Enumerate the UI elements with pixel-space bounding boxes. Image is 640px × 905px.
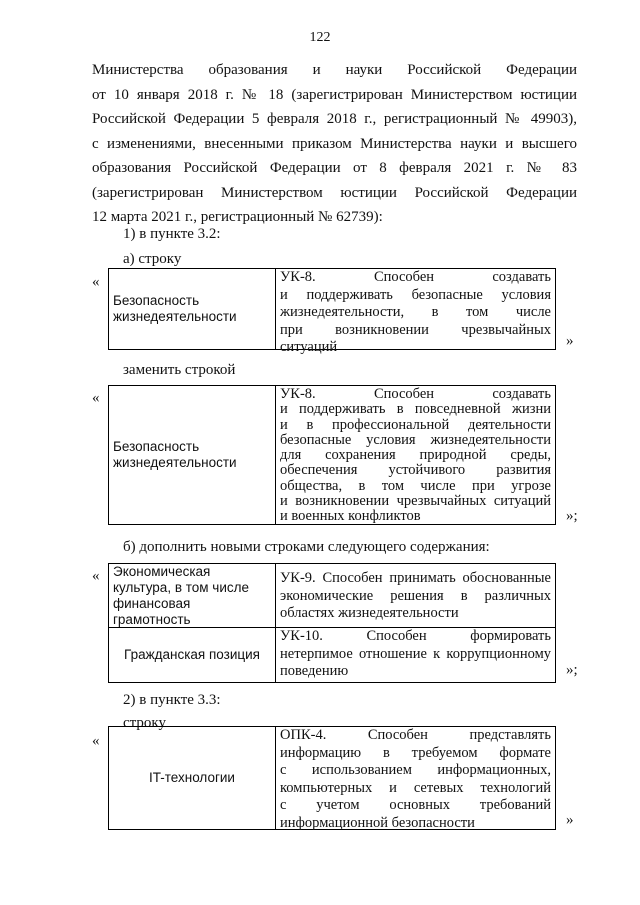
cell-line: и военных конфликтов [280,508,421,525]
cell-line: культура, в том числе [113,579,250,595]
close-quote: »; [566,508,578,524]
table-cell-competence [276,564,555,627]
cell-line: экономические решения в различных [280,587,551,604]
cell-line: для сохранения природной среды, [280,447,551,464]
cell-line: и поддерживать безопасные условия [280,286,551,303]
cell-line: при возникновении чрезвычайных [280,321,551,338]
table-row [109,627,555,682]
cell-line: грамотность [113,611,191,627]
cell-line: ситуаций [280,339,338,355]
cell-line: Безопасность [113,293,200,308]
cell-line: и поддерживать в повседневной жизни [280,401,551,418]
close-quote: » [566,333,574,349]
table-cell-competence [276,269,555,355]
close-quote: »; [566,662,578,678]
table-cell-competence [276,386,555,524]
cell-line: с использованием информационных, [280,762,551,778]
cell-line: поведению [280,663,349,679]
cell-line: финансовая [113,595,191,611]
cell-line: УК-9. Способен принимать обоснованные [280,570,551,586]
close-quote: » [566,812,574,828]
cell-line: УК-8. Способен создавать [280,269,551,285]
cell-line: обеспечения устойчивого развития [280,462,551,479]
table-old-uk8 [108,268,556,355]
cell-line: Экономическая [113,563,211,579]
open-quote: « [92,568,100,584]
intro-line: от 10 января 2018 г. № 18 (зарегистрирован Министерством юстиции [92,86,577,103]
item-1b-heading: б) дополнить новыми строками следующего содержания: [123,539,490,555]
intro-line: 12 марта 2021 г., регистрационный № 62739): [92,209,383,225]
table-cell-discipline [109,628,276,682]
cell-line: общества, в том числе при угрозе [280,477,551,494]
table-old-opk4 [108,726,556,830]
cell-line: жизнедеятельности [113,309,237,324]
cell-line: информационной безопасности [280,814,475,831]
cell-line: с учетом основных требований [280,797,551,813]
cell-line: и возникновении чрезвычайных ситуаций [280,493,551,510]
cell-line: нетерпимое отношение к коррупционному [280,645,551,662]
open-quote: « [92,274,100,290]
intro-line: (зарегистрирован Министерством юстиции Российской Федерации [92,184,577,201]
item-1a-heading: а) строку [123,251,182,267]
cell-line: ОПК-4. Способен представлять [280,727,551,743]
table-new-rows [108,563,556,683]
cell-line: Безопасность [113,439,200,454]
table-cell-competence [276,727,555,829]
table-cell-discipline [109,564,276,627]
table-cell-discipline [109,269,276,349]
intro-paragraph [92,58,577,230]
item-2-row-text: строку [123,715,166,731]
cell-line: информацию в требуемом формате [280,744,551,761]
table-cell-competence [276,628,555,682]
cell-line: безопасные условия жизнедеятельности [280,431,551,448]
open-quote: « [92,390,100,406]
table-cell-discipline [109,386,276,524]
open-quote: « [92,733,100,749]
cell-line: IT-технологии [149,770,235,785]
table-cell-discipline [109,727,276,829]
cell-line: жизнедеятельности [113,455,237,470]
page-number: 122 [309,30,331,45]
cell-line: УК-8. Способен создавать [280,386,551,402]
replace-with-text: заменить строкой [123,362,236,378]
cell-line: и в профессиональной деятельности [280,416,551,433]
cell-line: Гражданская позиция [124,647,260,662]
cell-line: областях жизнедеятельности [280,605,459,621]
table-new-uk8 [108,385,556,525]
intro-line: с изменениями, внесенными приказом Министерства науки и высшего [92,135,577,152]
item-1-heading: 1) в пункте 3.2: [123,226,221,242]
cell-line: УК-10. Способен формировать [280,628,551,644]
cell-line: жизнедеятельности, в том числе [280,304,551,320]
cell-line: компьютерных и сетевых технологий [280,779,551,796]
intro-line: Российской Федерации 5 февраля 2018 г., регистрационный № 49903), [92,111,577,127]
intro-line: образования Российской Федерации от 8 февраля 2021 г. № 83 [92,160,577,176]
intro-line: Министерства образования и науки Российской Федерации [92,62,577,78]
item-2-heading: 2) в пункте 3.3: [123,692,221,708]
table-row [109,564,555,627]
